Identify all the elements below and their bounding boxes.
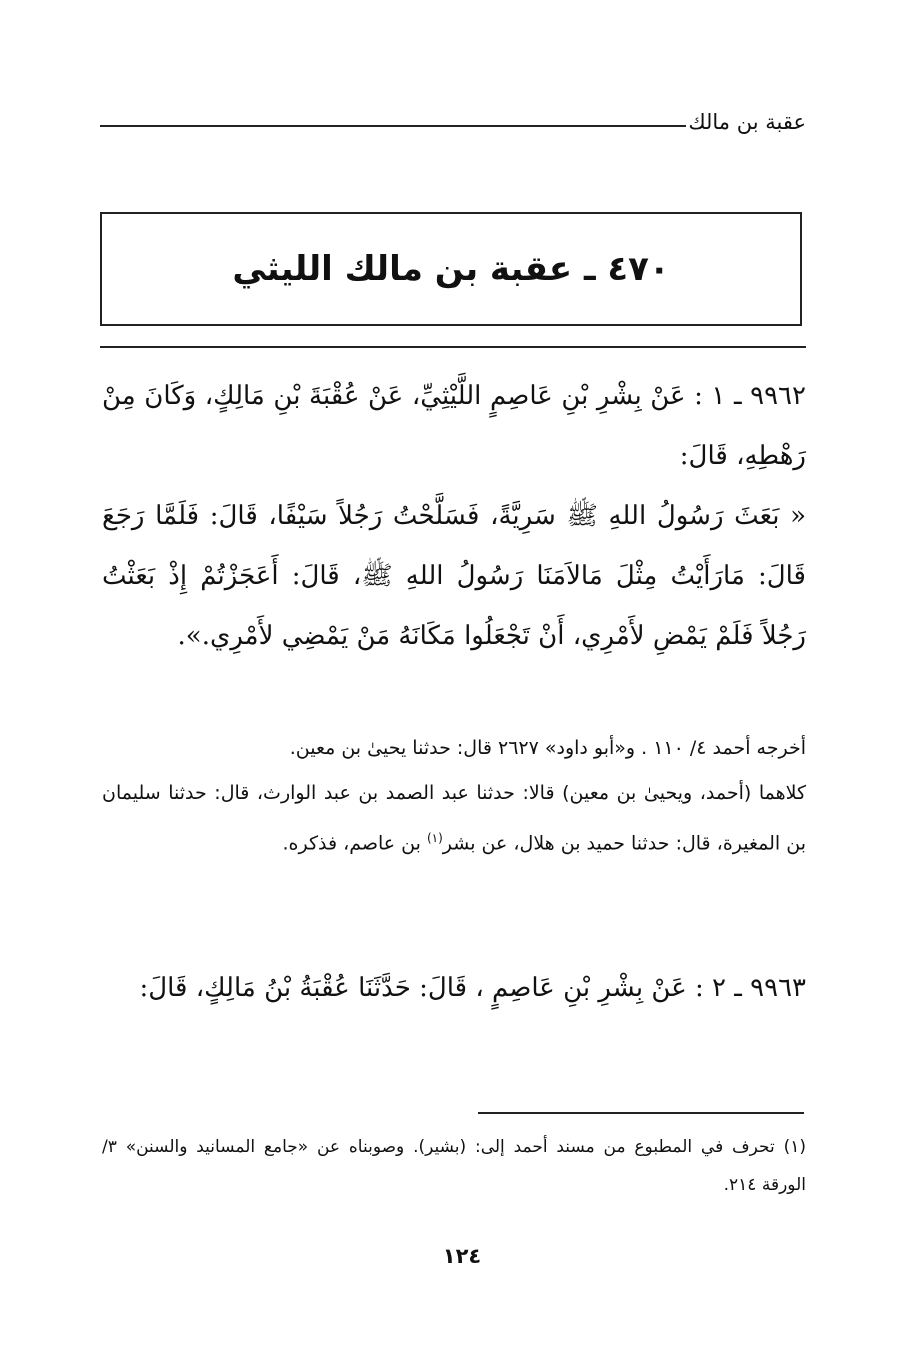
chapter-title: ٤٧٠ ـ عقبة بن مالك الليثي	[232, 249, 670, 289]
hadith-9962-matn: « بَعَثَ رَسُولُ اللهِ ﷺ سَرِيَّةً، فَسَلَّحْتُ رَجُلاً سَيْفًا، قَالَ: فَلَمَّا رَجَعَ قَالَ: مَارَأَيْتُ مِثْلَ مَالاَمَنَا رَسُولُ اللهِ ﷺ، قَالَ: أَعَجَزْتُمْ إِذْ بَعَثْتُ رَجُلاً فَلَمْ يَمْضِ لأَمْرِي، أَنْ تَجْعَلُوا مَكَانَهُ مَنْ يَمْضِي لأَمْرِي.».	[102, 501, 807, 651]
takhrij-line: أخرجه أحمد ٤/ ١١٠ . و«أبو داود» ٢٦٢٧ قال: حدثنا يحيىٰ بن معين.	[289, 737, 806, 759]
hadith-9962	[102, 366, 806, 666]
running-header-title: عقبة بن مالك	[688, 110, 806, 134]
chapter-title-box	[100, 212, 802, 326]
footnote-marker: (١)	[426, 831, 443, 845]
running-header-rule	[100, 125, 686, 127]
footnote-1: (١) تحرف في المطبوع من مسند أحمد إلى: (بشير). وصوبناه عن «جامع المسانيد والسنن» ٣/ الورقة ٢١٤.	[102, 1137, 806, 1195]
hadith-9962-isnad: ٩٩٦٢ ـ ١ : عَنْ بِشْرِ بْنِ عَاصِمٍ اللَّيْثِيِّ، عَنْ عُقْبَةَ بْنِ مَالِكٍ، وَكَانَ مِنْ رَهْطِهِ، قَالَ:	[102, 381, 806, 471]
page-number: ١٢٤	[442, 1244, 482, 1268]
takhrij-block	[102, 726, 806, 866]
takhrij-line	[102, 771, 806, 866]
hadith-9963-isnad: ٩٩٦٣ ـ ٢ : عَنْ بِشْرِ بْنِ عَاصِمٍ ، قَالَ: حَدَّثَنَا عُقْبَةُ بْنُ مَالِكٍ، قَالَ:	[139, 973, 806, 1003]
footnote-rule	[478, 1112, 804, 1114]
footnotes	[102, 1128, 806, 1204]
hadith-9963	[102, 958, 806, 1018]
takhrij-text: كلاهما (أحمد، ويحيىٰ بن معين) قالا: حدثنا عبد الصمد بن عبد الوارث، قال: حدثنا سليمان بن المغيرة، قال: حدثنا حميد بن هلال، عن بشر	[102, 782, 806, 855]
running-header	[100, 106, 806, 146]
chapter-title-rule	[100, 346, 806, 348]
takhrij-text: بن عاصم، فذكره.	[282, 832, 427, 855]
